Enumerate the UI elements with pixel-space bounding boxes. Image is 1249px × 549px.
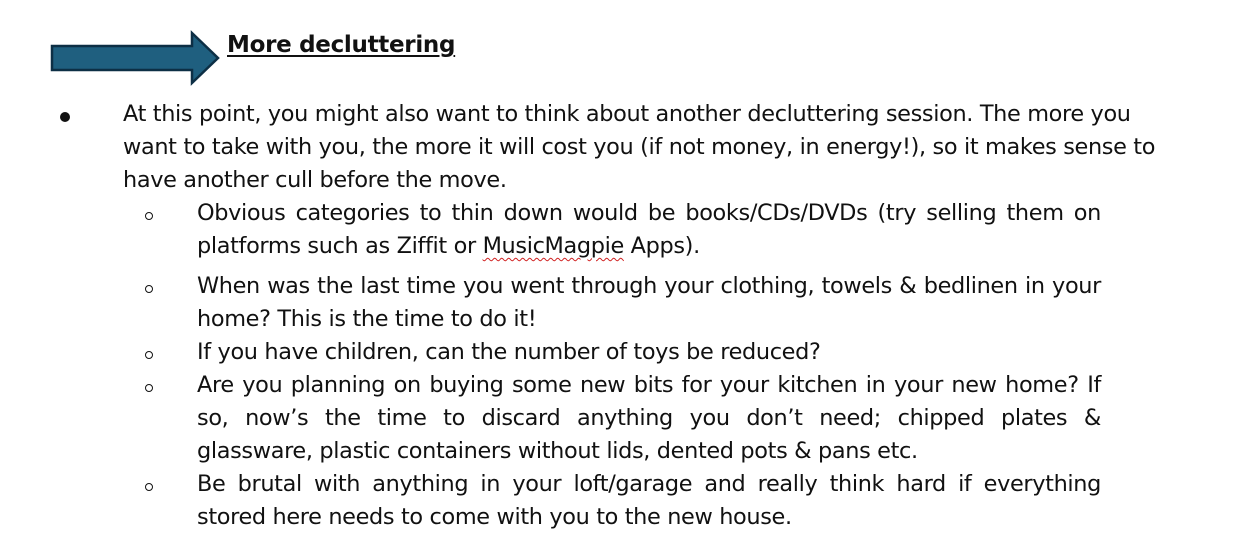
list-item-text: At this point, you might also want to think about another decluttering session. The more you want to take with you, the more it will cost you (if not money, in energy!), so it makes sense to have another cull before the move. — [123, 101, 1156, 193]
sub-list-item-text: Be brutal with anything in your loft/garage and really think hard if everything stored here needs to come with you to the new house. — [197, 471, 1101, 530]
hollow-bullet-icon — [145, 212, 153, 220]
hollow-bullet-icon — [145, 351, 153, 359]
sub-bullet-list — [123, 197, 1101, 534]
sub-list-item — [123, 336, 1101, 369]
hollow-bullet-icon — [145, 483, 153, 491]
sub-list-item — [123, 270, 1101, 336]
list-item — [52, 98, 1177, 197]
sub-list-item-text: When was the last time you went through your clothing, towels & bedlinen in your home? This is the time to do it! — [197, 273, 1101, 332]
bullet-list — [52, 98, 1177, 534]
bullet-icon — [60, 112, 70, 122]
spellcheck-flagged-word[interactable]: MusicMagpie — [482, 233, 624, 259]
right-arrow-icon — [50, 30, 222, 86]
section-heading — [50, 30, 750, 86]
sub-list-item-text — [197, 200, 1101, 259]
sub-list-item-text: If you have children, can the number of toys be reduced? — [197, 339, 821, 365]
hollow-bullet-icon — [145, 285, 153, 293]
sub-list-item — [123, 369, 1101, 468]
text-segment: Apps). — [623, 233, 700, 259]
sub-list-item — [123, 468, 1101, 534]
hollow-bullet-icon — [145, 384, 153, 392]
page-title: More decluttering — [227, 32, 456, 58]
text-segment: Obvious categories to thin down would be books/CDs/DVDs (try selling them on platforms such as Ziffit or — [197, 200, 1101, 259]
sub-list-item — [123, 197, 1101, 263]
sub-list-item-text: Are you planning on buying some new bits for your kitchen in your new home? If so, now’s the time to discard anything you don’t need; chipped plates & glassware, plastic containers without lids, dented pots & pans etc. — [197, 372, 1101, 464]
